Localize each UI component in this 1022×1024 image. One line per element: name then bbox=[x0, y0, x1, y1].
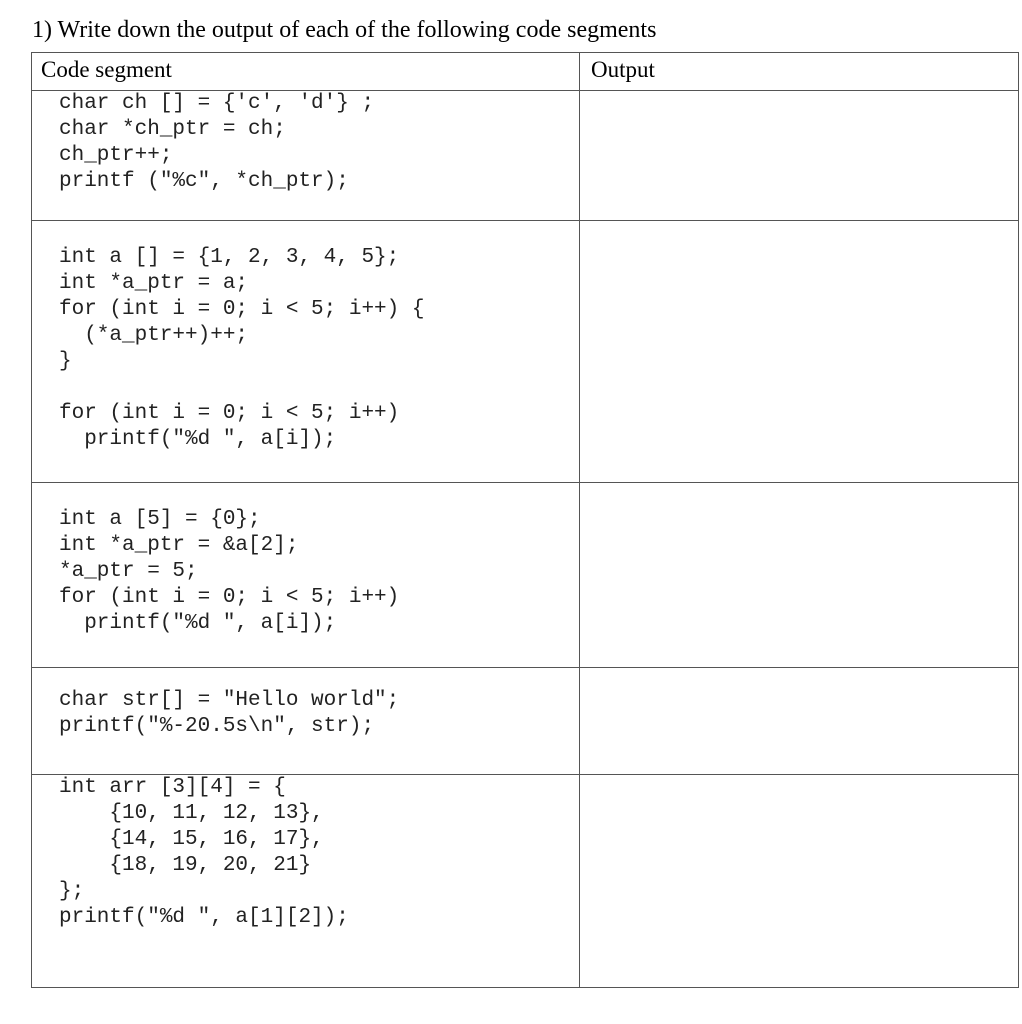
table-row bbox=[32, 775, 1019, 988]
code-cell bbox=[32, 91, 580, 221]
code-output-table bbox=[31, 52, 1019, 988]
header-output: Output bbox=[580, 53, 1019, 91]
code-segment-1: char ch [] = {'c', 'd'} ; char *ch_ptr = ch; ch_ptr++; printf ("%c", *ch_ptr); bbox=[59, 92, 375, 193]
code-segment-5: int arr [3][4] = { {10, 11, 12, 13}, {14, 15, 16, 17}, {18, 19, 20, 21} }; printf("%d ", a[1][2]); bbox=[59, 776, 349, 929]
code-segment-2: int a [] = {1, 2, 3, 4, 5}; int *a_ptr = a; for (int i = 0; i < 5; i++) { (*a_ptr++)++; } for (int i = 0; i < 5; i++) printf("%d ", a[i]); bbox=[59, 246, 425, 451]
code-cell bbox=[32, 221, 580, 483]
output-cell-2[interactable] bbox=[580, 221, 1019, 483]
code-segment-4: char str[] = "Hello world"; printf("%-20.5s\n", str); bbox=[59, 689, 400, 738]
header-code-segment: Code segment bbox=[32, 53, 580, 91]
table-row bbox=[32, 483, 1019, 668]
table-header-row bbox=[32, 53, 1019, 91]
code-cell bbox=[32, 775, 580, 988]
code-segment-3: int a [5] = {0}; int *a_ptr = &a[2]; *a_ptr = 5; for (int i = 0; i < 5; i++) printf("%d ", a[i]); bbox=[59, 508, 400, 635]
table-row bbox=[32, 221, 1019, 483]
output-cell-3[interactable] bbox=[580, 483, 1019, 668]
table-row bbox=[32, 91, 1019, 221]
output-cell-4[interactable] bbox=[580, 668, 1019, 775]
table-row bbox=[32, 668, 1019, 775]
output-cell-1[interactable] bbox=[580, 91, 1019, 221]
code-cell bbox=[32, 668, 580, 775]
output-cell-5[interactable] bbox=[580, 775, 1019, 988]
question-heading: 1) Write down the output of each of the following code segments bbox=[32, 17, 657, 43]
code-cell bbox=[32, 483, 580, 668]
